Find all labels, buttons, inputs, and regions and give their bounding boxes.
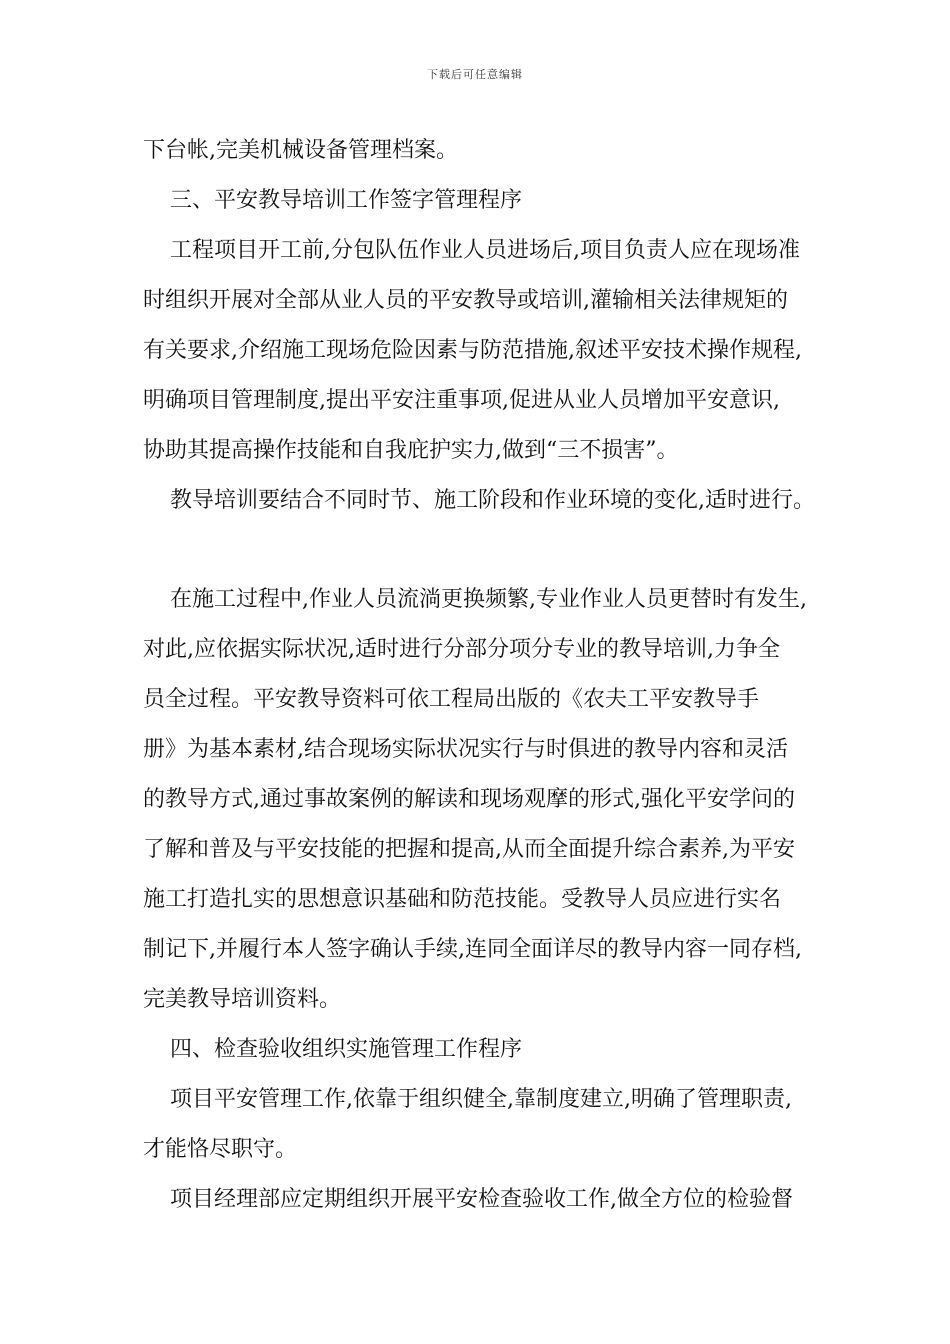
text-line: 对此,应依据实际状况,适时进行分部分项分专业的教导培训,力争全 — [143, 637, 780, 662]
text-line: 完美教导培训资料。 — [143, 987, 342, 1012]
text-line: 的教导方式,通过事故案例的解读和现场观摩的形式,强化平安学问的 — [143, 787, 795, 812]
text-line: 员全过程。平安教导资料可依工程局出版的《农夫工平安教导手 — [143, 687, 760, 712]
text-line: 下台帐,完美机械设备管理档案。 — [143, 138, 458, 163]
text-line: 明确项目管理制度,提出平安注重事项,促进从业人员增加平安意识, — [143, 388, 780, 413]
text-line: 教导培训要结合不同时节、施工阶段和作业环境的变化,适时进行。 — [170, 488, 815, 513]
text-line: 有关要求,介绍施工现场危险因素与防范措施,叙述平安技术操作规程, — [143, 338, 802, 363]
text-line: 了解和普及与平安技能的把握和提高,从而全面提升综合素养,为平安 — [143, 837, 795, 862]
section-heading: 三、平安教导培训工作签字管理程序 — [170, 188, 523, 213]
text-line: 制记下,并履行本人签字确认手续,连同全面详尽的教导内容一同存档, — [143, 937, 802, 962]
text-line: 项目平安管理工作,依靠于组织健全,靠制度建立,明确了管理职责, — [170, 1087, 792, 1112]
text-line: 册》为基本素材,结合现场实际状况实行与时俱进的教导内容和灵活 — [143, 737, 788, 762]
section-heading: 四、检查验收组织实施管理工作程序 — [170, 1037, 523, 1062]
text-line: 协助其提高操作技能和自我庇护实力,做到“三不损害”。 — [143, 438, 679, 463]
page-header: 下载后可任意编辑 — [427, 68, 523, 81]
text-line: 工程项目开工前,分包队伍作业人员进场后,项目负责人应在现场准 — [170, 238, 800, 263]
text-line: 施工打造扎实的思想意识基础和防范技能。受教导人员应进行实名 — [143, 887, 782, 912]
text-line: 项目经理部应定期组织开展平安检查验收工作,做全方位的检验督 — [170, 1187, 793, 1212]
text-line: 时组织开展对全部从业人员的平安教导或培训,灌输相关法律规矩的 — [143, 288, 788, 313]
text-line: 在施工过程中,作业人员流淌更换频繁,专业作业人员更替时有发生, — [170, 587, 807, 612]
text-line: 才能恪尽职守。 — [143, 1137, 298, 1162]
